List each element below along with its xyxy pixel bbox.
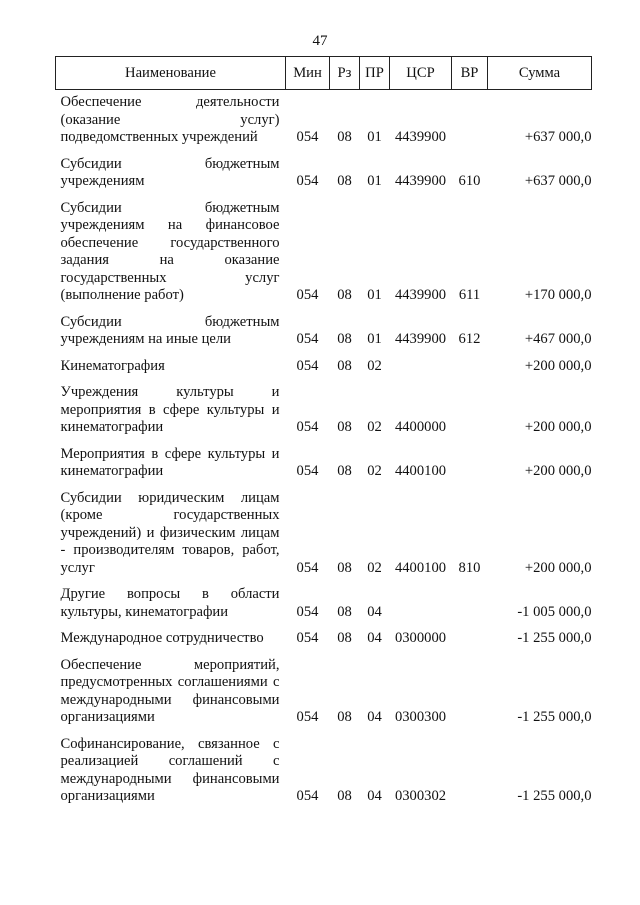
row-min: 054 bbox=[296, 630, 319, 646]
row-rz: 08 bbox=[337, 357, 352, 374]
table-row bbox=[56, 736, 592, 815]
row-sum: +467 000,0 bbox=[524, 331, 592, 347]
row-sum: -1 255 000,0 bbox=[517, 788, 592, 804]
row-rz: 08 bbox=[337, 173, 352, 189]
row-min: 054 bbox=[296, 331, 319, 347]
row-name: Субсидии бюджетным учреждениям bbox=[60, 155, 280, 189]
column-header-min: Мин bbox=[286, 57, 330, 90]
row-name: Международное сотрудничество bbox=[60, 630, 264, 646]
row-vr: 610 bbox=[458, 173, 481, 189]
table-row bbox=[56, 314, 592, 358]
row-csr: 4400100 bbox=[394, 463, 447, 479]
row-pr: 04 bbox=[367, 709, 382, 725]
row-csr: 4439900 bbox=[394, 331, 447, 347]
table-row bbox=[56, 200, 592, 314]
table-body bbox=[56, 90, 592, 815]
row-pr: 02 bbox=[367, 463, 382, 479]
row-vr bbox=[452, 630, 488, 657]
row-name: Субсидии бюджетным учреждениям на финансовое обеспечение государственного задания на оказание государственных услуг (выполнение работ) bbox=[60, 199, 280, 303]
row-name: Учреждения культуры и мероприятия в сфере культуры и кинематографии bbox=[60, 384, 280, 435]
row-sum: -1 255 000,0 bbox=[517, 709, 592, 725]
row-csr: 0300300 bbox=[394, 709, 447, 725]
row-rz: 08 bbox=[337, 463, 352, 479]
row-rz: 08 bbox=[337, 419, 352, 435]
table-row bbox=[56, 358, 592, 385]
row-min: 054 bbox=[296, 357, 319, 374]
row-min: 054 bbox=[296, 788, 319, 804]
row-min: 054 bbox=[296, 419, 319, 435]
table-row bbox=[56, 657, 592, 736]
table-row bbox=[56, 630, 592, 657]
table-row bbox=[56, 156, 592, 200]
row-vr bbox=[452, 586, 488, 630]
row-pr: 04 bbox=[367, 788, 382, 804]
row-rz: 08 bbox=[337, 331, 352, 347]
row-rz: 08 bbox=[337, 788, 352, 804]
row-name: Кинематография bbox=[60, 357, 165, 374]
header-row bbox=[56, 57, 592, 90]
row-pr: 04 bbox=[367, 630, 382, 646]
row-vr bbox=[452, 736, 488, 815]
row-rz: 08 bbox=[337, 287, 352, 303]
row-pr: 02 bbox=[367, 357, 382, 374]
table-row bbox=[56, 90, 592, 156]
column-header-rz: Рз bbox=[330, 57, 360, 90]
row-name: Софинансирование, связанное с реализацией соглашений с международными финансовыми организациями bbox=[60, 735, 280, 804]
row-pr: 01 bbox=[367, 331, 382, 347]
row-name: Другие вопросы в области культуры, кинематографии bbox=[60, 586, 280, 620]
row-min: 054 bbox=[296, 173, 319, 189]
row-csr: 4439900 bbox=[394, 287, 447, 303]
table-row bbox=[56, 586, 592, 630]
row-vr bbox=[452, 384, 488, 446]
row-csr: 4439900 bbox=[394, 173, 447, 189]
row-vr bbox=[452, 657, 488, 736]
page-number: 47 bbox=[312, 33, 328, 49]
row-csr: 4400100 bbox=[394, 559, 447, 576]
column-header-pr: ПР bbox=[360, 57, 390, 90]
row-sum: -1 255 000,0 bbox=[517, 630, 592, 646]
row-csr: 0300000 bbox=[394, 630, 447, 646]
table-header bbox=[56, 57, 592, 90]
row-min: 054 bbox=[296, 287, 319, 303]
row-pr: 01 bbox=[367, 287, 382, 303]
row-sum: +200 000,0 bbox=[524, 357, 592, 374]
row-csr bbox=[390, 358, 452, 385]
row-vr bbox=[452, 358, 488, 385]
row-rz: 08 bbox=[337, 559, 352, 576]
table-row bbox=[56, 490, 592, 587]
row-pr: 02 bbox=[367, 559, 382, 576]
row-name: Обеспечение деятельности (оказание услуг) подведомственных учреждений bbox=[60, 94, 280, 145]
row-min: 054 bbox=[296, 129, 319, 145]
column-header-vr: ВР bbox=[452, 57, 488, 90]
row-rz: 08 bbox=[337, 630, 352, 646]
row-sum: +200 000,0 bbox=[524, 463, 592, 479]
row-vr: 611 bbox=[458, 287, 481, 303]
row-vr bbox=[452, 446, 488, 490]
row-vr: 612 bbox=[458, 331, 481, 347]
row-csr: 0300302 bbox=[394, 788, 447, 804]
row-sum: +170 000,0 bbox=[524, 287, 592, 303]
row-pr: 01 bbox=[367, 173, 382, 189]
row-sum: +637 000,0 bbox=[524, 129, 592, 145]
row-name: Обеспечение мероприятий, предусмотренных соглашениями с международными финансовыми организациями bbox=[60, 656, 280, 725]
row-sum: +637 000,0 bbox=[524, 173, 592, 189]
column-header-csr: ЦСР bbox=[390, 57, 452, 90]
row-pr: 02 bbox=[367, 419, 382, 435]
row-rz: 08 bbox=[337, 709, 352, 725]
row-min: 054 bbox=[296, 603, 319, 620]
table-row bbox=[56, 384, 592, 446]
row-csr: 4400000 bbox=[394, 419, 447, 435]
row-min: 054 bbox=[296, 559, 319, 576]
row-csr bbox=[390, 586, 452, 630]
budget-table bbox=[55, 56, 592, 815]
row-name: Мероприятия в сфере культуры и кинематографии bbox=[60, 445, 280, 479]
column-header-sum: Сумма bbox=[488, 57, 592, 90]
row-min: 054 bbox=[296, 463, 319, 479]
row-vr bbox=[452, 90, 488, 156]
row-name: Субсидии юридическим лицам (кроме государственных учреждений) и физическим лицам - производителям товаров, работ, услуг bbox=[60, 489, 280, 576]
row-sum: +200 000,0 bbox=[524, 559, 592, 576]
column-header-name: Наименование bbox=[56, 57, 286, 90]
row-csr: 4439900 bbox=[394, 129, 447, 145]
row-min: 054 bbox=[296, 709, 319, 725]
row-rz: 08 bbox=[337, 603, 352, 620]
row-sum: +200 000,0 bbox=[524, 419, 592, 435]
row-pr: 04 bbox=[367, 603, 382, 620]
row-rz: 08 bbox=[337, 129, 352, 145]
table-row bbox=[56, 446, 592, 490]
row-pr: 01 bbox=[367, 129, 382, 145]
row-name: Субсидии бюджетным учреждениям на иные цели bbox=[60, 313, 280, 347]
row-vr: 810 bbox=[458, 559, 481, 576]
row-sum: -1 005 000,0 bbox=[517, 603, 592, 620]
